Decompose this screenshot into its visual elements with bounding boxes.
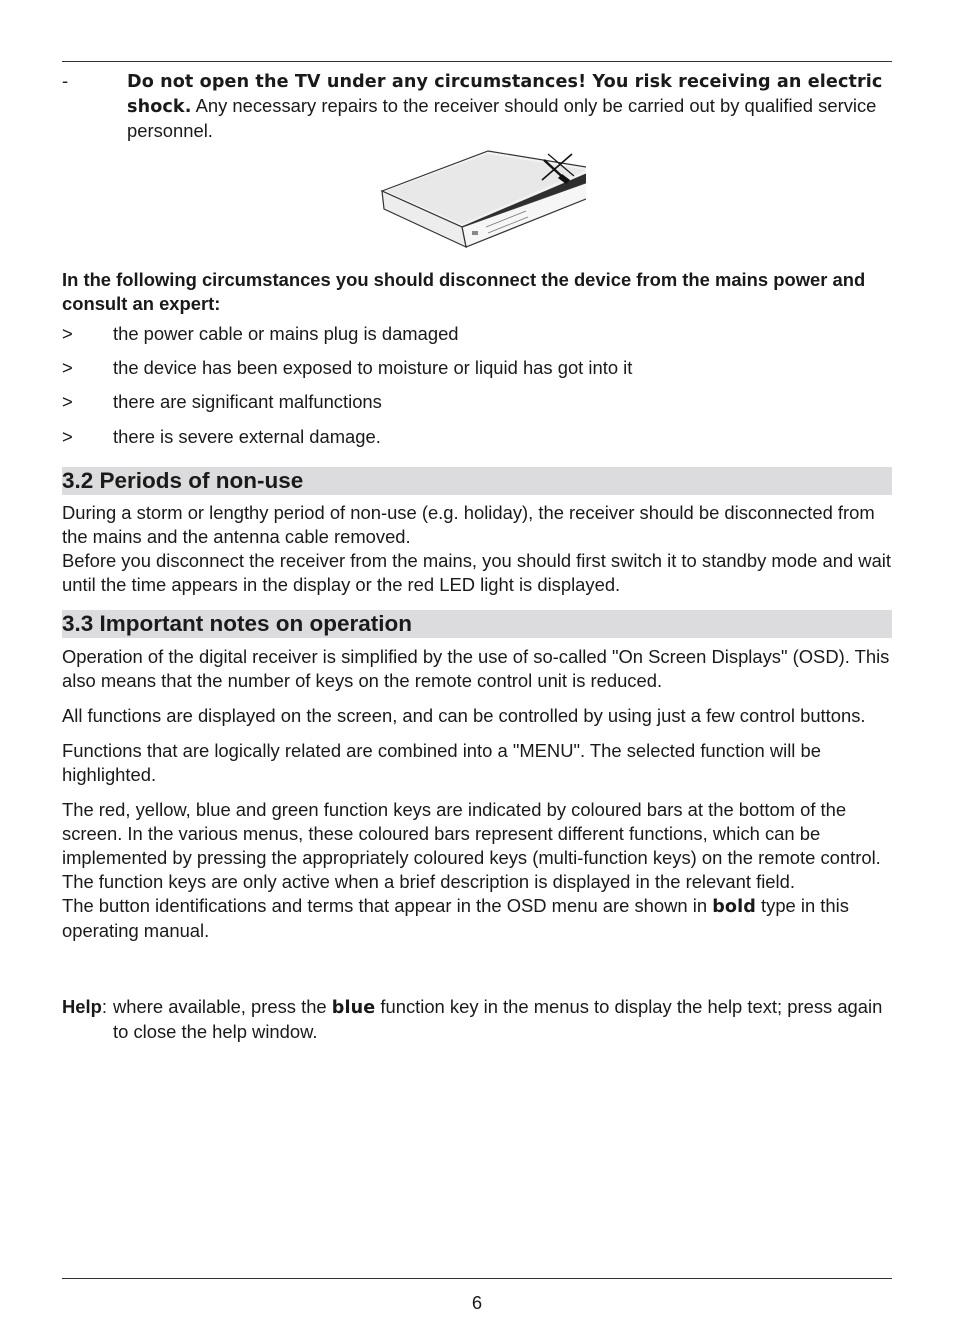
warning-dash: -: [62, 70, 69, 91]
list-item: [62, 390, 892, 414]
warning-bold-text: Do not open the TV under any circumstances! You risk receiving an electric shock.: [127, 72, 883, 117]
list-item: [62, 356, 892, 380]
no-screwdriver-icon: [538, 150, 578, 188]
bullet-text: there are significant malfunctions: [113, 391, 382, 412]
bullet-mark: >: [62, 323, 73, 344]
help-text-a: where available, press the: [113, 996, 332, 1017]
section-3-2-body: [62, 501, 892, 597]
warning-body: [127, 69, 892, 143]
bullet-text: there is severe external damage.: [113, 426, 381, 447]
paragraph: [62, 894, 892, 943]
list-item: [62, 322, 892, 346]
section-heading-3-3: 3.3 Important notes on operation: [62, 610, 892, 638]
bullet-text: the power cable or mains plug is damaged: [113, 323, 459, 344]
bullet-mark: >: [62, 357, 73, 378]
list-item: [62, 425, 892, 449]
help-text: [113, 995, 892, 1044]
bullet-mark: >: [62, 426, 73, 447]
paragraph: Operation of the digital receiver is simplified by the use of so-called "On Screen Displays" (OSD). This also means that the number of keys on the remote control unit is reduced.: [62, 646, 890, 691]
paragraph: The red, yellow, blue and green function keys are indicated by coloured bars at the bottom of the screen. In the various menus, these coloured bars represent different functions, which can be implemented by pressing the appropriately coloured keys (multi-function keys) on the remote control. The function keys are only active when a brief description is displayed in the relevant field.: [62, 799, 881, 892]
warning-rest-text: Any necessary repairs to the receiver should only be carried out by qualified service personnel.: [127, 95, 877, 141]
help-label: [62, 995, 107, 1019]
top-rule: [62, 61, 892, 62]
warning-item: [62, 69, 892, 143]
bottom-rule: [62, 1278, 892, 1279]
paragraph: Functions that are logically related are combined into a "MENU". The selected function will be highlighted.: [62, 740, 821, 785]
bold-term: bold: [712, 897, 756, 917]
help-note: [62, 995, 892, 1044]
bullet-mark: >: [62, 391, 73, 412]
help-colon: :: [101, 996, 107, 1017]
disconnect-intro: In the following circumstances you should disconnect the device from the mains power and consult an expert:: [62, 269, 866, 314]
bullet-text: the device has been exposed to moisture or liquid has got into it: [113, 357, 633, 378]
section-3-3-body: [62, 645, 892, 943]
blue-key-term: blue: [331, 998, 376, 1018]
paragraph-text: The button identifications and terms that appear in the OSD menu are shown in: [62, 895, 713, 916]
help-label-text: Help: [62, 996, 102, 1017]
paragraph: Before you disconnect the receiver from the mains, you should first switch it to standby mode and wait until the time appears in the display or the red LED light is displayed.: [62, 550, 892, 595]
paragraph-text: type in this operating manual.: [62, 895, 849, 941]
page-number: 6: [471, 1292, 483, 1313]
paragraph: All functions are displayed on the screen, and can be controlled by using just a few control buttons.: [62, 705, 866, 726]
help-text-b: function key in the menus to display the help text; press again to close the help window.: [113, 996, 883, 1042]
paragraph: During a storm or lengthy period of non-use (e.g. holiday), the receiver should be disconnected from the mains and the antenna cable removed.: [62, 502, 875, 547]
section-heading-3-2: 3.2 Periods of non-use: [62, 467, 892, 495]
